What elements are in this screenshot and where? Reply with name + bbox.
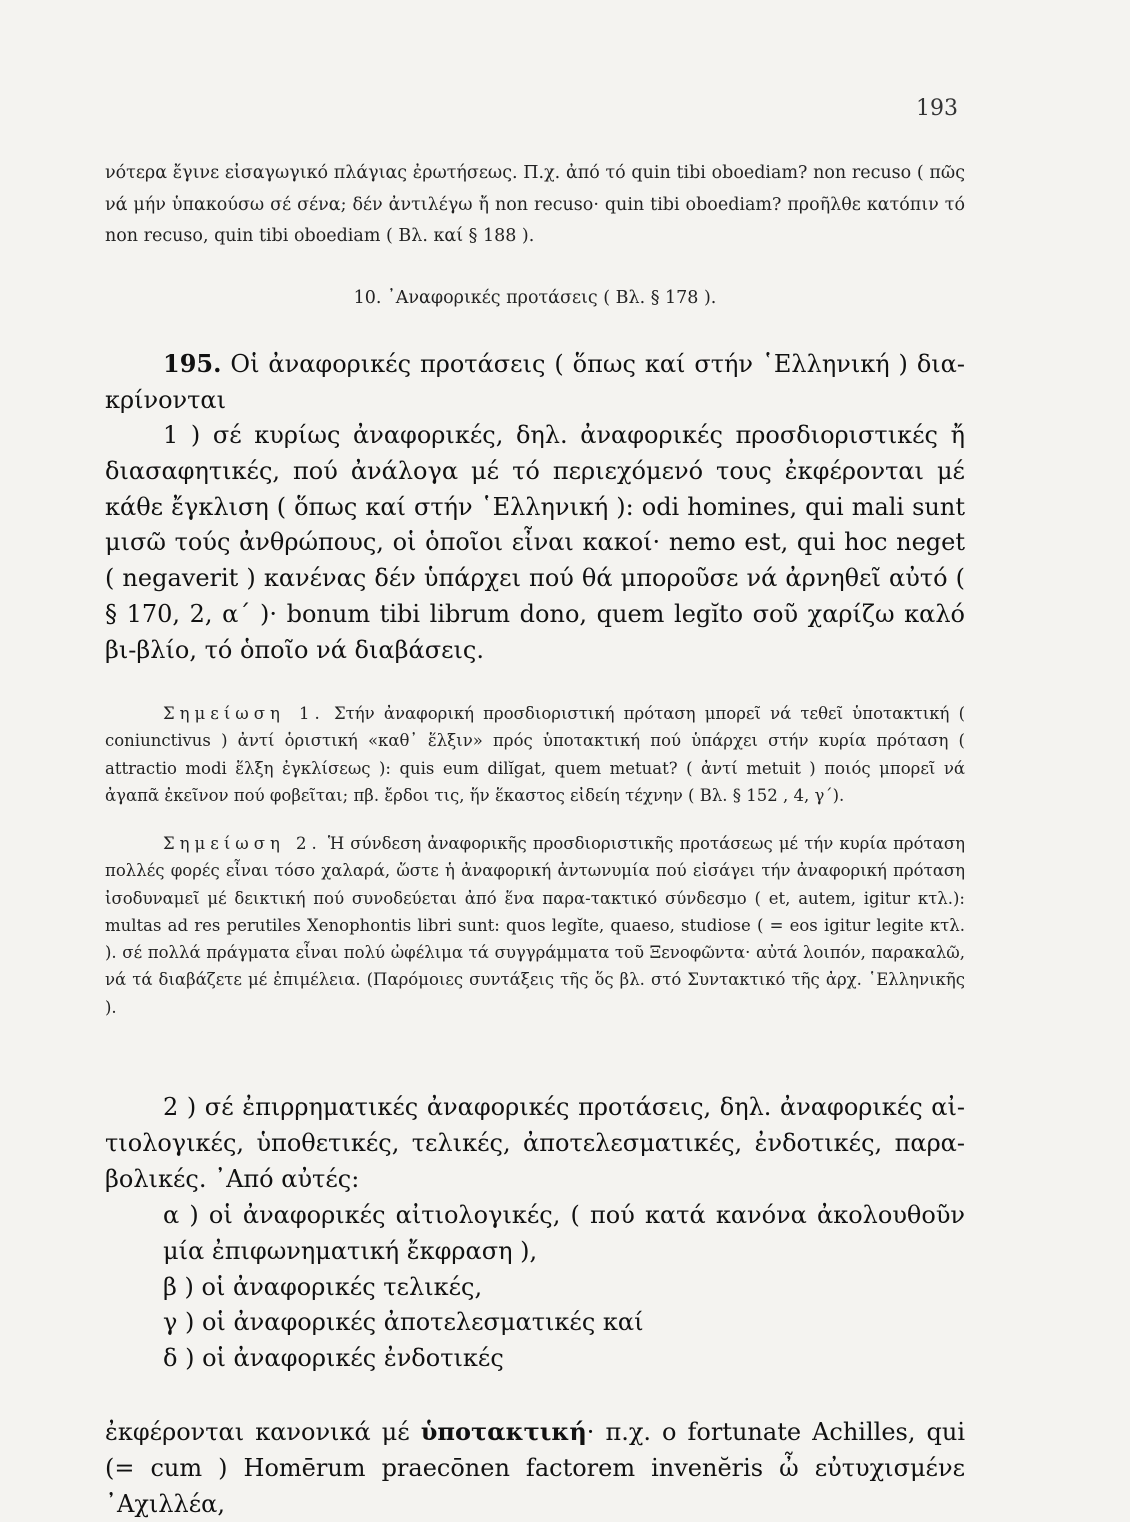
intro-paragraph: νότερα ἔγινε εἰσαγωγικό πλάγιας ἐρωτήσεως. Π.χ. ἀπό τό quin tibi oboediam? non recuso ( πῶς νά μήν ὑπακούσω σέ σένα; δέν ἀντιλέγω ἤ non recuso· quin tibi oboediam? προῆλθε κατόπιν τό non recuso, quin tibi oboediam ( Βλ. καί § 188 ). [105, 163, 965, 246]
note-2-text: Ἡ σύνδεση ἀναφορικῆς προσδιοριστικῆς προτάσεως μέ τήν κυρία πρόταση πολλές φορές εἶναι τόσο χαλαρά, ὥστε ἡ ἀναφορική ἀντωνυμία πού εἰσάγει τήν ἀναφορική πρόταση ἰσοδυναμεῖ μέ δεικτική πού συνοδεύεται ἀπό ἕνα παρα-τακτικό σύνδεσμο ( et, autem, igitur κτλ.): multas ad res perutiles Xenophontis libri sunt: quos legĭte, quaeso, studiose ( = eos igitur legite κτλ. ). σέ πολλά πράγματα εἶναι πολύ ὠφέλιμα τά συγγράμματα τοῦ Ξενοφῶντα· αὐτά λοιπόν, παρακαλῶ, νά τά διαβάζετε μέ ἐπιμέλεια. (Παρόμοιες συντάξεις τῆς ὅς βλ. στό Συντακτικό τῆς ἀρχ. ῾Ελληνικῆς ). [105, 834, 965, 1017]
paragraph-number: 195. [163, 349, 222, 378]
note-2-label: Σημείωση 2. [163, 834, 322, 853]
point-2-intro: 2 ) σέ ἐπιρρηματικές ἀναφορικές προτάσεις, δηλ. ἀναφορικές αἰ-τιολογικές, ὑποθετικές, τελικές, ἀποτελεσματικές, ἐνδοτικές, παρα-βολικές. ᾿Από αὐτές: [105, 1093, 965, 1193]
point-2-closing [105, 1414, 965, 1522]
list-item: α ) οἱ ἀναφορικές αἰτιολογικές, ( πού κατά κανόνα ἀκολουθοῦν μία ἐπιφωνηματική ἔκφραση ), [163, 1201, 965, 1265]
closing-text-start: ἐκφέρονται κανονικά μέ [105, 1418, 421, 1446]
closing-bold-term: ὑποτακτική [420, 1417, 587, 1446]
paragraph-195-text: Οἱ ἀναφορικές προτάσεις ( ὅπως καί στήν ῾Ελληνική ) δια-κρίνονται [105, 350, 965, 414]
paragraph-195-intro [105, 346, 965, 419]
list-item: β ) οἱ ἀναφορικές τελικές, [163, 1272, 483, 1301]
paragraph-195-point-1: 1 ) σέ κυρίως ἀναφορικές, δηλ. ἀναφορικές προσδιοριστικές ἤ διασαφητικές, πού ἀνάλογα μέ τό περιεχόμενό τους ἐκφέρονται μέ κάθε ἔγκλιση ( ὅπως καί στήν ῾Ελληνική ): odi homines, qui mali sunt μισῶ τούς ἀνθρώπους, οἱ ὁποῖοι εἶναι κακοί· nemo est, qui hoc neget ( negaverit ) κανένας δέν ὑπάρχει πού θά μποροῦσε νά ἀρνηθεῖ αὐτό ( § 170, 2, α΄ )· bonum tibi librum dono, quem legĭto σοῦ χαρίζω καλό βι-βλίο, τό ὁποῖο νά διαβάσεις. [105, 421, 965, 664]
list-item: γ ) οἱ ἀναφορικές ἀποτελεσματικές καί [163, 1308, 644, 1337]
list-item: δ ) οἱ ἀναφορικές ἐνδοτικές [163, 1344, 504, 1373]
point-2-items [105, 1198, 965, 1377]
note-1-text: Στήν ἀναφορική προσδιοριστική πρόταση μπορεῖ νά τεθεῖ ὑποτακτική ( coniunctivus ) ἀντί ὁριστική «καθ᾽ ἕλξιν» πρός ὑποτακτική πού ὑπάρχει στήν κυρία πρόταση ( attractio modi ἕλξη ἐγκλίσεως ): quis eum dilĭgat, quem metuat? ( ἀντί metuit ) ποιός μπορεῖ νά ἀγαπᾶ ἐκεῖνον πού φοβεῖται; πβ. ἔρδοι τις, ἥν ἕκαστος εἰδείη τέχνην ( Βλ. § 152 , 4, γ΄). [105, 704, 966, 805]
note-2 [105, 830, 965, 1021]
page-number: 193 [916, 96, 958, 121]
closing-text-end: · π.χ. o fortunate Achilles, qui (= cum ) Homērum praecōnen factorem invenĕris ὦ εὐτυχισμένε ᾿Αχιλλέα, [105, 1418, 966, 1518]
note-1 [105, 700, 965, 809]
note-1-label: Σημείωση 1. [163, 704, 325, 723]
section-heading: 10. ᾿Αναφορικές προτάσεις ( Βλ. § 178 ). [353, 288, 717, 308]
